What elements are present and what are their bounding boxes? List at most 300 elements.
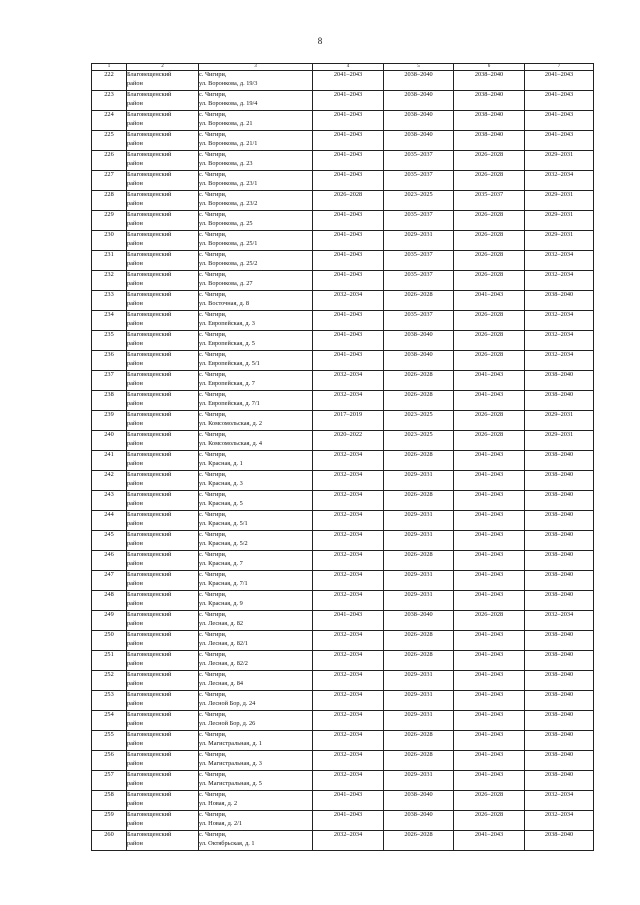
district-cell [127, 711, 199, 731]
period-col-5: 2035–2037 [384, 311, 454, 331]
period-col-4: 2026–2028 [313, 191, 384, 211]
address-settlement: с. Чигири, [199, 291, 227, 298]
address-cell [199, 291, 313, 311]
district-type: район [127, 639, 143, 647]
table-row [92, 491, 594, 511]
district-cell [127, 831, 199, 851]
row-number: 251 [92, 651, 127, 671]
period-col-4: 2032–2034 [313, 391, 384, 411]
period-col-6: 2026–2028 [454, 431, 525, 451]
district-type: район [127, 319, 143, 327]
district-cell [127, 671, 199, 691]
district-name: Благовещенский [127, 311, 172, 318]
district-name: Благовещенский [127, 611, 172, 618]
table-row [92, 431, 594, 451]
period-col-5: 2035–2037 [384, 271, 454, 291]
address-cell [199, 331, 313, 351]
table-row [92, 631, 594, 651]
row-number: 252 [92, 671, 127, 691]
address-street: ул. Лесная, д. 84 [199, 679, 243, 687]
period-col-5: 2038–2040 [384, 791, 454, 811]
district-name: Благовещенский [127, 171, 172, 178]
period-col-4: 2041–2043 [313, 311, 384, 331]
period-col-5: 2029–2031 [384, 671, 454, 691]
district-type: район [127, 619, 143, 627]
district-name: Благовещенский [127, 691, 172, 698]
address-settlement: с. Чигири, [199, 331, 227, 338]
address-cell [199, 531, 313, 551]
period-col-7: 2038–2040 [525, 711, 594, 731]
district-cell [127, 611, 199, 631]
period-col-6: 2026–2028 [454, 811, 525, 831]
period-col-6: 2026–2028 [454, 351, 525, 371]
address-cell [199, 731, 313, 751]
address-settlement: с. Чигири, [199, 271, 227, 278]
period-col-5: 2038–2040 [384, 131, 454, 151]
district-cell [127, 591, 199, 611]
row-number: 246 [92, 551, 127, 571]
period-col-4: 2032–2034 [313, 691, 384, 711]
period-col-7: 2032–2034 [525, 791, 594, 811]
table-row [92, 611, 594, 631]
period-col-5: 2023–2025 [384, 431, 454, 451]
period-col-4: 2032–2034 [313, 511, 384, 531]
address-cell [199, 551, 313, 571]
row-number: 222 [92, 71, 127, 91]
table-row [92, 771, 594, 791]
period-col-4: 2032–2034 [313, 571, 384, 591]
period-col-5: 2035–2037 [384, 171, 454, 191]
period-col-4: 2032–2034 [313, 291, 384, 311]
table-row [92, 351, 594, 371]
row-number: 249 [92, 611, 127, 631]
address-street: ул. Красная, д. 7 [199, 559, 243, 567]
address-settlement: с. Чигири, [199, 791, 227, 798]
address-settlement: с. Чигири, [199, 711, 227, 718]
district-cell [127, 751, 199, 771]
address-street: ул. Магистральная, д. 1 [199, 739, 262, 747]
address-cell [199, 111, 313, 131]
table-row [92, 591, 594, 611]
district-name: Благовещенский [127, 511, 172, 518]
district-type: район [127, 699, 143, 707]
address-settlement: с. Чигири, [199, 231, 227, 238]
period-col-7: 2029–2031 [525, 211, 594, 231]
district-cell [127, 251, 199, 271]
district-name: Благовещенский [127, 431, 172, 438]
period-col-4: 2041–2043 [313, 171, 384, 191]
header-col-6: 6 [454, 64, 525, 71]
address-street: ул. Лесной Бор, д. 24 [199, 699, 256, 707]
period-col-6: 2026–2028 [454, 311, 525, 331]
address-settlement: с. Чигири, [199, 591, 227, 598]
period-col-7: 2038–2040 [525, 531, 594, 551]
district-name: Благовещенский [127, 91, 172, 98]
district-type: район [127, 559, 143, 567]
table-row [92, 391, 594, 411]
row-number: 248 [92, 591, 127, 611]
address-settlement: с. Чигири, [199, 611, 227, 618]
district-type: район [127, 479, 143, 487]
period-col-7: 2038–2040 [525, 371, 594, 391]
period-col-4: 2032–2034 [313, 631, 384, 651]
address-cell [199, 691, 313, 711]
row-number: 239 [92, 411, 127, 431]
period-col-5: 2026–2028 [384, 651, 454, 671]
district-name: Благовещенский [127, 71, 172, 78]
row-number: 240 [92, 431, 127, 451]
table-row [92, 511, 594, 531]
district-name: Благовещенский [127, 491, 172, 498]
district-name: Благовещенский [127, 751, 172, 758]
row-number: 245 [92, 531, 127, 551]
row-number: 259 [92, 811, 127, 831]
address-settlement: с. Чигири, [199, 531, 227, 538]
period-col-6: 2041–2043 [454, 451, 525, 471]
row-number: 232 [92, 271, 127, 291]
period-col-6: 2041–2043 [454, 371, 525, 391]
district-name: Благовещенский [127, 191, 172, 198]
period-col-5: 2029–2031 [384, 511, 454, 531]
period-col-5: 2026–2028 [384, 731, 454, 751]
district-cell [127, 291, 199, 311]
district-type: район [127, 659, 143, 667]
period-col-7: 2029–2031 [525, 191, 594, 211]
period-col-5: 2029–2031 [384, 531, 454, 551]
row-number: 228 [92, 191, 127, 211]
row-number: 223 [92, 91, 127, 111]
period-col-7: 2038–2040 [525, 451, 594, 471]
district-type: район [127, 519, 143, 527]
district-type: район [127, 719, 143, 727]
row-number: 256 [92, 751, 127, 771]
period-col-4: 2032–2034 [313, 531, 384, 551]
address-cell [199, 231, 313, 251]
period-col-7: 2038–2040 [525, 731, 594, 751]
address-cell [199, 151, 313, 171]
address-street: ул. Красная, д. 7/1 [199, 579, 248, 587]
district-type: район [127, 379, 143, 387]
table-row [92, 171, 594, 191]
district-cell [127, 811, 199, 831]
period-col-5: 2026–2028 [384, 631, 454, 651]
period-col-5: 2038–2040 [384, 331, 454, 351]
district-name: Благовещенский [127, 731, 172, 738]
row-number: 236 [92, 351, 127, 371]
table-row [92, 671, 594, 691]
table-row [92, 211, 594, 231]
table-body [92, 71, 594, 851]
period-col-7: 2041–2043 [525, 131, 594, 151]
district-cell [127, 151, 199, 171]
period-col-7: 2032–2034 [525, 171, 594, 191]
address-cell [199, 831, 313, 851]
district-type: район [127, 739, 143, 747]
address-settlement: с. Чигири, [199, 111, 227, 118]
district-cell [127, 551, 199, 571]
address-street: ул. Воронкова, д. 25 [199, 219, 253, 227]
period-col-4: 2032–2034 [313, 551, 384, 571]
period-col-4: 2041–2043 [313, 211, 384, 231]
period-col-5: 2038–2040 [384, 71, 454, 91]
district-type: район [127, 499, 143, 507]
district-type: район [127, 539, 143, 547]
period-col-6: 2041–2043 [454, 551, 525, 571]
address-street: ул. Воронкова, д. 25/2 [199, 259, 258, 267]
period-col-5: 2026–2028 [384, 291, 454, 311]
row-number: 237 [92, 371, 127, 391]
period-col-7: 2038–2040 [525, 831, 594, 851]
address-cell [199, 251, 313, 271]
period-col-4: 2041–2043 [313, 231, 384, 251]
district-type: район [127, 239, 143, 247]
period-col-7: 2038–2040 [525, 511, 594, 531]
address-cell [199, 631, 313, 651]
period-col-4: 2032–2034 [313, 831, 384, 851]
period-col-4: 2032–2034 [313, 731, 384, 751]
table-row [92, 471, 594, 491]
period-col-4: 2032–2034 [313, 591, 384, 611]
period-col-7: 2029–2031 [525, 431, 594, 451]
table-row [92, 71, 594, 91]
address-settlement: с. Чигири, [199, 691, 227, 698]
address-cell [199, 411, 313, 431]
district-name: Благовещенский [127, 231, 172, 238]
address-street: ул. Новая, д. 2/1 [199, 819, 242, 827]
address-street: ул. Воронкова, д. 23 [199, 159, 253, 167]
district-name: Благовещенский [127, 811, 172, 818]
table-row [92, 191, 594, 211]
address-cell [199, 451, 313, 471]
period-col-7: 2038–2040 [525, 671, 594, 691]
district-name: Благовещенский [127, 111, 172, 118]
housing-schedule-table [91, 63, 594, 851]
district-name: Благовещенский [127, 131, 172, 138]
district-name: Благовещенский [127, 631, 172, 638]
period-col-5: 2029–2031 [384, 471, 454, 491]
period-col-7: 2038–2040 [525, 631, 594, 651]
address-cell [199, 211, 313, 231]
district-cell [127, 731, 199, 751]
address-settlement: с. Чигири, [199, 831, 227, 838]
table-row [92, 811, 594, 831]
period-col-6: 2026–2028 [454, 271, 525, 291]
row-number: 233 [92, 291, 127, 311]
district-cell [127, 691, 199, 711]
row-number: 247 [92, 571, 127, 591]
row-number: 255 [92, 731, 127, 751]
district-name: Благовещенский [127, 451, 172, 458]
address-settlement: с. Чигири, [199, 171, 227, 178]
address-settlement: с. Чигири, [199, 311, 227, 318]
table-row [92, 231, 594, 251]
address-street: ул. Европейская, д. 5 [199, 339, 255, 347]
period-col-5: 2029–2031 [384, 711, 454, 731]
row-number: 231 [92, 251, 127, 271]
period-col-4: 2041–2043 [313, 251, 384, 271]
address-settlement: с. Чигири, [199, 471, 227, 478]
period-col-4: 2032–2034 [313, 711, 384, 731]
period-col-7: 2038–2040 [525, 591, 594, 611]
period-col-5: 2026–2028 [384, 371, 454, 391]
address-cell [199, 591, 313, 611]
district-cell [127, 311, 199, 331]
district-type: район [127, 439, 143, 447]
address-settlement: с. Чигири, [199, 491, 227, 498]
address-street: ул. Магистральная, д. 3 [199, 759, 262, 767]
address-street: ул. Воронкова, д. 21/1 [199, 139, 258, 147]
address-street: ул. Красная, д. 5/1 [199, 519, 248, 527]
period-col-5: 2026–2028 [384, 831, 454, 851]
district-name: Благовещенский [127, 271, 172, 278]
table-row [92, 791, 594, 811]
period-col-6: 2041–2043 [454, 731, 525, 751]
row-number: 229 [92, 211, 127, 231]
address-settlement: с. Чигири, [199, 351, 227, 358]
district-type: район [127, 119, 143, 127]
address-street: ул. Магистральная, д. 5 [199, 779, 262, 787]
row-number: 241 [92, 451, 127, 471]
district-name: Благовещенский [127, 791, 172, 798]
address-street: ул. Воронкова, д. 27 [199, 279, 253, 287]
address-street: ул. Воронкова, д. 19/3 [199, 79, 258, 87]
address-cell [199, 131, 313, 151]
period-col-6: 2026–2028 [454, 231, 525, 251]
period-col-6: 2041–2043 [454, 591, 525, 611]
district-cell [127, 231, 199, 251]
page-number: 8 [317, 36, 323, 46]
district-type: район [127, 179, 143, 187]
table-row [92, 131, 594, 151]
period-col-5: 2029–2031 [384, 571, 454, 591]
period-col-5: 2035–2037 [384, 151, 454, 171]
period-col-6: 2041–2043 [454, 571, 525, 591]
district-name: Благовещенский [127, 351, 172, 358]
period-col-5: 2035–2037 [384, 211, 454, 231]
row-number: 254 [92, 711, 127, 731]
address-cell [199, 471, 313, 491]
table-row [92, 751, 594, 771]
period-col-6: 2041–2043 [454, 631, 525, 651]
period-col-6: 2041–2043 [454, 511, 525, 531]
row-number: 243 [92, 491, 127, 511]
period-col-4: 2017–2019 [313, 411, 384, 431]
period-col-4: 2032–2034 [313, 751, 384, 771]
header-col-5: 5 [384, 64, 454, 71]
district-name: Благовещенский [127, 331, 172, 338]
period-col-4: 2041–2043 [313, 811, 384, 831]
period-col-6: 2041–2043 [454, 651, 525, 671]
period-col-5: 2026–2028 [384, 391, 454, 411]
table-row [92, 451, 594, 471]
period-col-5: 2026–2028 [384, 491, 454, 511]
address-cell [199, 811, 313, 831]
period-col-6: 2041–2043 [454, 831, 525, 851]
row-number: 227 [92, 171, 127, 191]
address-street: ул. Комсомольская, д. 2 [199, 419, 263, 427]
district-cell [127, 271, 199, 291]
period-col-5: 2038–2040 [384, 351, 454, 371]
district-type: район [127, 279, 143, 287]
district-cell [127, 171, 199, 191]
address-cell [199, 431, 313, 451]
table-row [92, 91, 594, 111]
period-col-7: 2041–2043 [525, 111, 594, 131]
district-name: Благовещенский [127, 211, 172, 218]
address-cell [199, 771, 313, 791]
address-cell [199, 511, 313, 531]
table-row [92, 251, 594, 271]
row-number: 244 [92, 511, 127, 531]
address-street: ул. Воронкова, д. 25/1 [199, 239, 258, 247]
district-type: район [127, 259, 143, 267]
address-settlement: с. Чигири, [199, 431, 227, 438]
column-number-row [92, 64, 594, 71]
period-col-6: 2035–2037 [454, 191, 525, 211]
period-col-4: 2020–2022 [313, 431, 384, 451]
period-col-6: 2041–2043 [454, 751, 525, 771]
period-col-4: 2041–2043 [313, 791, 384, 811]
row-number: 238 [92, 391, 127, 411]
address-street: ул. Лесной Бор, д. 26 [199, 719, 256, 727]
table-row [92, 551, 594, 571]
period-col-4: 2032–2034 [313, 671, 384, 691]
address-cell [199, 711, 313, 731]
district-cell [127, 511, 199, 531]
period-col-7: 2032–2034 [525, 811, 594, 831]
address-cell [199, 171, 313, 191]
period-col-7: 2041–2043 [525, 71, 594, 91]
period-col-6: 2041–2043 [454, 771, 525, 791]
table-row [92, 271, 594, 291]
district-cell [127, 471, 199, 491]
district-type: район [127, 459, 143, 467]
address-street: ул. Европейская, д. 7 [199, 379, 255, 387]
address-cell [199, 191, 313, 211]
address-cell [199, 391, 313, 411]
period-col-5: 2029–2031 [384, 691, 454, 711]
period-col-7: 2038–2040 [525, 471, 594, 491]
period-col-7: 2032–2034 [525, 271, 594, 291]
district-name: Благовещенский [127, 771, 172, 778]
address-street: ул. Воронкова, д. 19/4 [199, 99, 258, 107]
period-col-5: 2038–2040 [384, 91, 454, 111]
address-settlement: с. Чигири, [199, 771, 227, 778]
table-row [92, 571, 594, 591]
table-row [92, 111, 594, 131]
district-cell [127, 771, 199, 791]
district-type: район [127, 99, 143, 107]
period-col-4: 2041–2043 [313, 151, 384, 171]
period-col-4: 2041–2043 [313, 611, 384, 631]
address-settlement: с. Чигири, [199, 571, 227, 578]
header-col-3: 3 [199, 64, 313, 71]
period-col-4: 2041–2043 [313, 111, 384, 131]
address-settlement: с. Чигири, [199, 191, 227, 198]
period-col-7: 2032–2034 [525, 351, 594, 371]
period-col-6: 2041–2043 [454, 491, 525, 511]
period-col-6: 2026–2028 [454, 791, 525, 811]
period-col-6: 2038–2040 [454, 71, 525, 91]
period-col-5: 2026–2028 [384, 451, 454, 471]
period-col-6: 2026–2028 [454, 151, 525, 171]
address-settlement: с. Чигири, [199, 71, 227, 78]
address-settlement: с. Чигири, [199, 91, 227, 98]
table-row [92, 331, 594, 351]
period-col-5: 2035–2037 [384, 251, 454, 271]
district-cell [127, 111, 199, 131]
district-name: Благовещенский [127, 471, 172, 478]
